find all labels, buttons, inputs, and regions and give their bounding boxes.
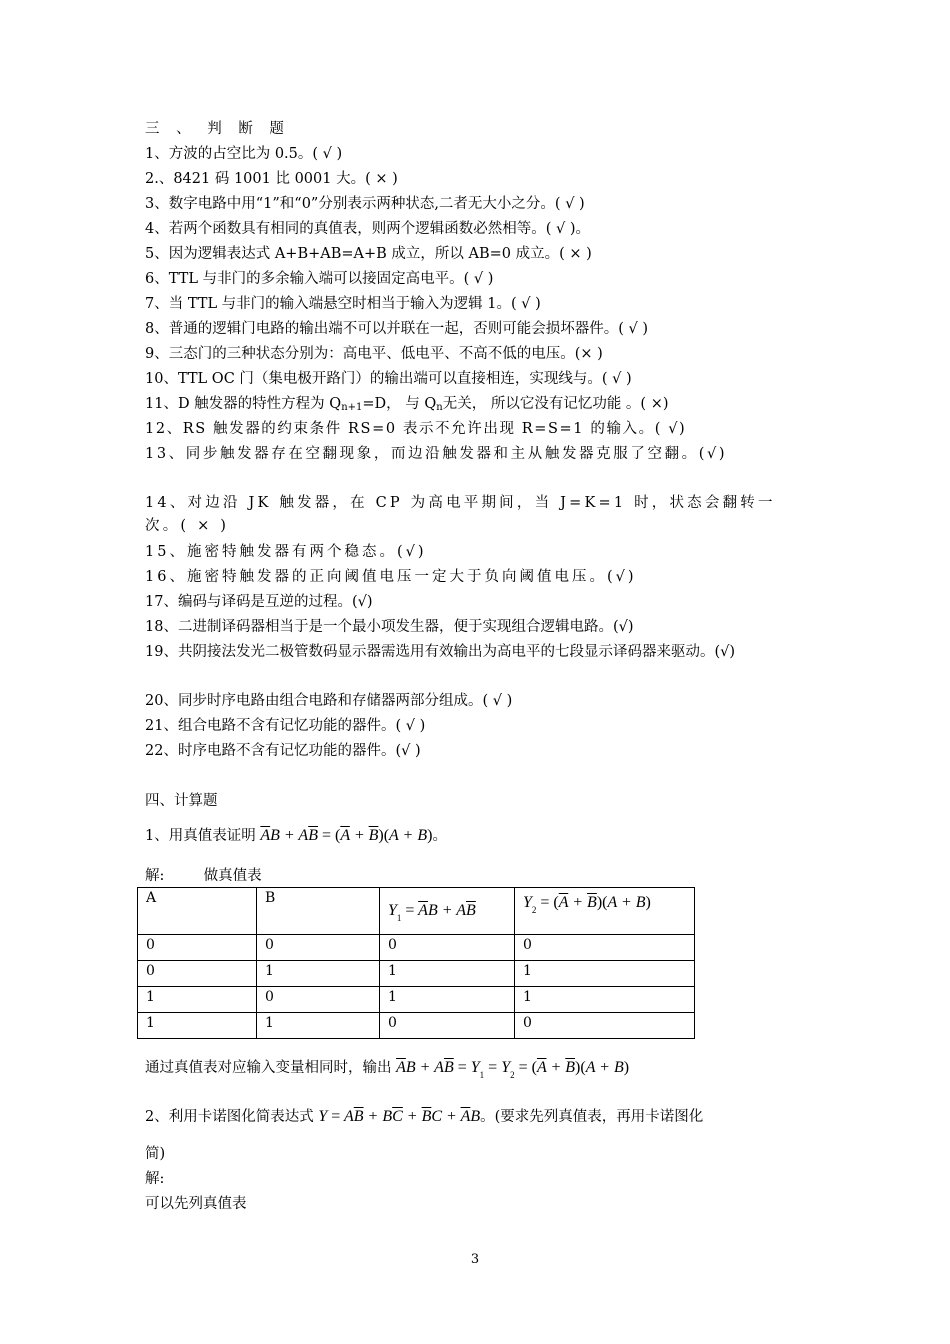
q1-suffix: 。 [432, 828, 447, 844]
cell: 0 [138, 935, 257, 961]
cell: 1 [138, 987, 257, 1013]
cell: 0 [138, 961, 257, 987]
judgement-item-1: 1、方波的占空比为 0.5。( √ ) [145, 146, 343, 162]
cell: 0 [380, 935, 515, 961]
judgement-item-12: 12、RS 触发器的约束条件 RS=0 表示不允许出现 R=S=1 的输入。( √) [145, 421, 687, 437]
judgement-item-10: 10、TTL OC 门（集电极开路门）的输出端可以直接相连，实现线与。( √ ) [145, 371, 632, 387]
solution-line [145, 866, 805, 886]
page-number: 3 [470, 1252, 480, 1267]
judgement-item-5: 5、因为逻辑表达式 A+B+AB=A+B 成立，所以 AB=0 成立。( × ) [145, 246, 592, 262]
cell: 1 [380, 961, 515, 987]
q1-prefix: 1、用真值表证明 [145, 828, 256, 844]
truth-table-header [138, 888, 695, 935]
cell: 1 [257, 1013, 380, 1039]
judgement-item-14: 14、对边沿 JK 触发器，在 CP 为高电平期间，当 J=K=1 时，状态会翻转一次。( × ) [145, 495, 776, 534]
conclusion-prefix: 通过真值表对应输入变量相同时，输出 [145, 1060, 392, 1076]
q2-formula: $Y = A\overline{B} + B\overline{C} + \overline{B}C + \overline{A}B$ [318, 1108, 481, 1125]
judgement-item-13: 13、同步触发器存在空翻现象，而边沿触发器和主从触发器克服了空翻。(√) [145, 446, 728, 462]
cell: 1 [515, 987, 695, 1013]
solution2-text: 可以先列真值表 [145, 1196, 247, 1212]
item11-pre: 11、D 触发器的特性方程为 Q [145, 396, 342, 412]
q1-formula: $\overline{A}B + A\overline{B} = (\overline{A} + \overline{B})(A + B)$ [260, 827, 433, 844]
judgement-item-4: 4、若两个函数具有相同的真值表，则两个逻辑函数必然相等。( √ )。 [145, 221, 590, 237]
conclusion-formula: $\overline{A}B + A\overline{B} = Y_1 = Y_2 = (\overline{A} + \overline{B})(A + B)$ [396, 1059, 630, 1080]
section-title-judgement: 三 、 判 断 题 [145, 121, 290, 137]
judgement-item-21: 21、组合电路不含有记忆功能的器件。( √ ) [145, 718, 426, 734]
solution-label: 解: [145, 868, 165, 884]
item11-mid: =D， 与 Q [362, 396, 437, 412]
judgement-item-9: 9、三态门的三种状态分别为：高电平、低电平、不高不低的电压。(× ) [145, 346, 603, 362]
header-y2: $Y_2 = (\overline{A} + \overline{B})(A + B)$ [515, 888, 695, 935]
judgement-item-17: 17、编码与译码是互逆的过程。(√) [145, 594, 373, 610]
table-row [138, 987, 695, 1013]
cell: 1 [515, 961, 695, 987]
judgement-item-3: 3、数字电路中用“1”和“0”分别表示两种状态,二者无大小之分。( √ ) [145, 196, 585, 212]
cell: 1 [380, 987, 515, 1013]
q2-suffix: 。(要求先列真值表，再用卡诺图化 [480, 1109, 704, 1125]
judgement-item-22: 22、时序电路不含有记忆功能的器件。(√ ) [145, 743, 421, 759]
judgement-item-18: 18、二进制译码器相当于是一个最小项发生器，便于实现组合逻辑电路。(√) [145, 619, 634, 635]
header-b: B [257, 888, 380, 935]
table-row [138, 961, 695, 987]
judgement-item-7: 7、当 TTL 与非门的输入端悬空时相当于输入为逻辑 1。( √ ) [145, 296, 541, 312]
cell: 0 [257, 935, 380, 961]
judgement-item-15: 15、施密特触发器有两个稳态。(√) [145, 544, 427, 560]
question-2-wrap: 简) [145, 1146, 166, 1162]
judgement-item-11 [145, 394, 805, 418]
table-row [138, 935, 695, 961]
cell: 0 [257, 987, 380, 1013]
q2-prefix: 2、利用卡诺图化简表达式 [145, 1109, 314, 1125]
question-1 [145, 826, 805, 846]
judgement-item-19: 19、共阴接法发光二极管数码显示器需选用有效输出为高电平的七段显示译码器来驱动。(√) [145, 644, 736, 660]
judgement-item-20: 20、同步时序电路由组合电路和存储器两部分组成。( √ ) [145, 693, 513, 709]
table-row [138, 1013, 695, 1039]
item11-post: 无关， 所以它没有记忆功能 。( ×) [442, 396, 669, 412]
question-2 [145, 1107, 805, 1127]
cell: 0 [380, 1013, 515, 1039]
cell: 0 [515, 935, 695, 961]
section-title-calculation: 四、计算题 [145, 793, 218, 809]
solution-text: 做真值表 [203, 868, 262, 884]
judgement-item-8: 8、普通的逻辑门电路的输出端不可以并联在一起，否则可能会损坏器件。( √ ) [145, 321, 648, 337]
header-a: A [138, 888, 257, 935]
cell: 1 [257, 961, 380, 987]
judgement-item-6: 6、TTL 与非门的多余输入端可以接固定高电平。( √ ) [145, 271, 494, 287]
judgement-item-2: 2.、8421 码 1001 比 0001 大。( × ) [145, 171, 398, 187]
header-y1: $Y_1 = \overline{A}B + A\overline{B}$ [380, 888, 515, 935]
cell: 0 [515, 1013, 695, 1039]
truth-table [137, 887, 695, 1039]
solution2-label: 解: [145, 1171, 165, 1187]
cell: 1 [138, 1013, 257, 1039]
conclusion-line [145, 1058, 805, 1085]
item11-sub2: n [436, 402, 443, 413]
judgement-item-16: 16、施密特触发器的正向阈值电压一定大于负向阈值电压。(√) [145, 569, 637, 585]
item11-sub1: n+1 [341, 402, 363, 413]
